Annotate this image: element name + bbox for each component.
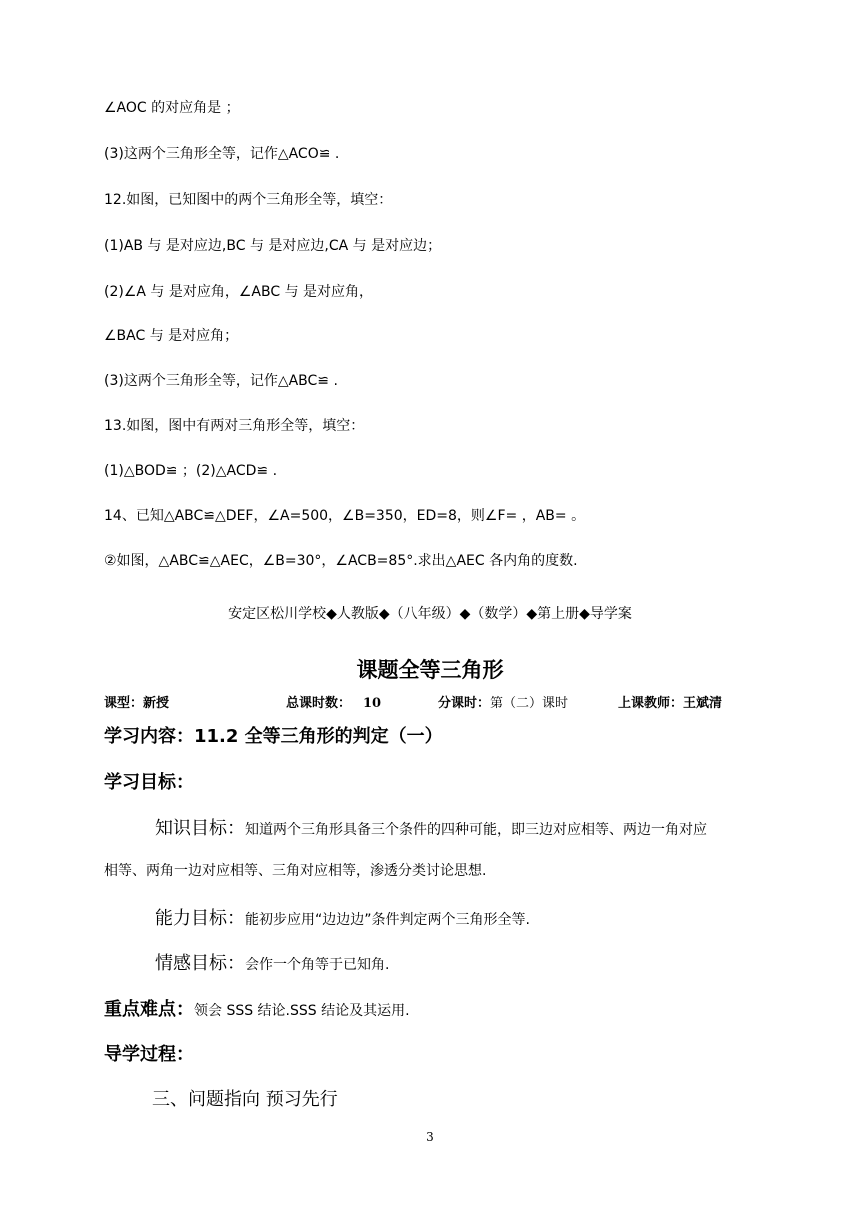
knowledge-goal-text: 知道两个三角形具备三个条件的四种可能，即三边对应相等、两边一角对应 xyxy=(245,822,707,838)
process-heading: 导学过程： xyxy=(104,1044,194,1065)
exercise-line: (2)∠A 与 是对应角，∠ABC 与 是对应角， xyxy=(104,284,374,300)
step-heading: 三、问题指向 预习先行 xyxy=(152,1089,338,1110)
knowledge-goal-label: 知识目标： xyxy=(155,818,245,839)
key-points xyxy=(104,995,410,1021)
key-points-label: 重点难点： xyxy=(104,999,194,1020)
page-title: 课题全等三角形 xyxy=(356,658,504,682)
total-hours-value: 10 xyxy=(363,696,382,711)
emotion-goal xyxy=(155,949,389,975)
knowledge-goal-continued xyxy=(104,860,486,880)
lesson-type-value: 新授 xyxy=(143,696,170,711)
exercise-line: (3)这两个三角形全等，记作△ABC≌ . xyxy=(104,373,338,389)
exercise-line: 12.如图，已知图中的两个三角形全等，填空： xyxy=(104,192,393,208)
ability-goal xyxy=(155,904,530,930)
page-number: 3 xyxy=(426,1130,434,1144)
knowledge-goal xyxy=(155,814,707,840)
sub-hour-label: 分课时： xyxy=(438,696,491,711)
sub-hour xyxy=(438,692,568,711)
key-points-text: 领会 SSS 结论.SSS 结论及其运用. xyxy=(194,1003,410,1019)
lesson-type xyxy=(104,692,169,711)
teacher-value: 王斌清 xyxy=(683,696,723,711)
exercise-line: (1)AB 与 是对应边,BC 与 是对应边,CA 与 是对应边； xyxy=(104,238,442,254)
exercise-line: 14、已知△ABC≌△DEF，∠A=500，∠B=350，ED=8，则∠F= ，AB= 。 xyxy=(104,508,586,524)
total-hours-label: 总课时数： xyxy=(286,696,352,711)
teacher xyxy=(618,692,722,711)
content-heading: 学习内容：11.2 全等三角形的判定（一） xyxy=(104,726,443,747)
sub-hour-value: 第（二）课时 xyxy=(490,696,569,711)
page-header: 安定区松川学校◆人教版◆（八年级）◆（数学）◆第上册◆导学案 xyxy=(228,606,632,622)
ability-goal-text: 能初步应用“边边边”条件判定两个三角形全等. xyxy=(245,912,530,928)
exercise-line: ∠AOC 的对应角是 ； xyxy=(104,100,240,116)
teacher-label: 上课教师： xyxy=(618,696,684,711)
emotion-goal-text: 会作一个角等于已知角. xyxy=(245,957,390,973)
lesson-type-label: 课型： xyxy=(104,696,144,711)
exercise-line: (3)这两个三角形全等，记作△ACO≌ . xyxy=(104,146,340,162)
exercise-line: ②如图，△ABC≌△AEC，∠B=30°，∠ACB=85°.求出△AEC 各内角的度数. xyxy=(104,553,578,569)
exercise-line: 13.如图，图中有两对三角形全等，填空： xyxy=(104,418,365,434)
exercise-line: (1)△BOD≌ ；(2)△ACD≌ . xyxy=(104,463,278,479)
emotion-goal-label: 情感目标： xyxy=(155,953,245,974)
goals-heading: 学习目标： xyxy=(104,772,194,793)
ability-goal-label: 能力目标： xyxy=(155,908,245,929)
knowledge-goal-text-2: 相等、两角一边对应相等、三角对应相等，渗透分类讨论思想. xyxy=(104,863,487,879)
exercise-line: ∠BAC 与 是对应角； xyxy=(104,328,239,344)
total-hours xyxy=(286,692,381,711)
